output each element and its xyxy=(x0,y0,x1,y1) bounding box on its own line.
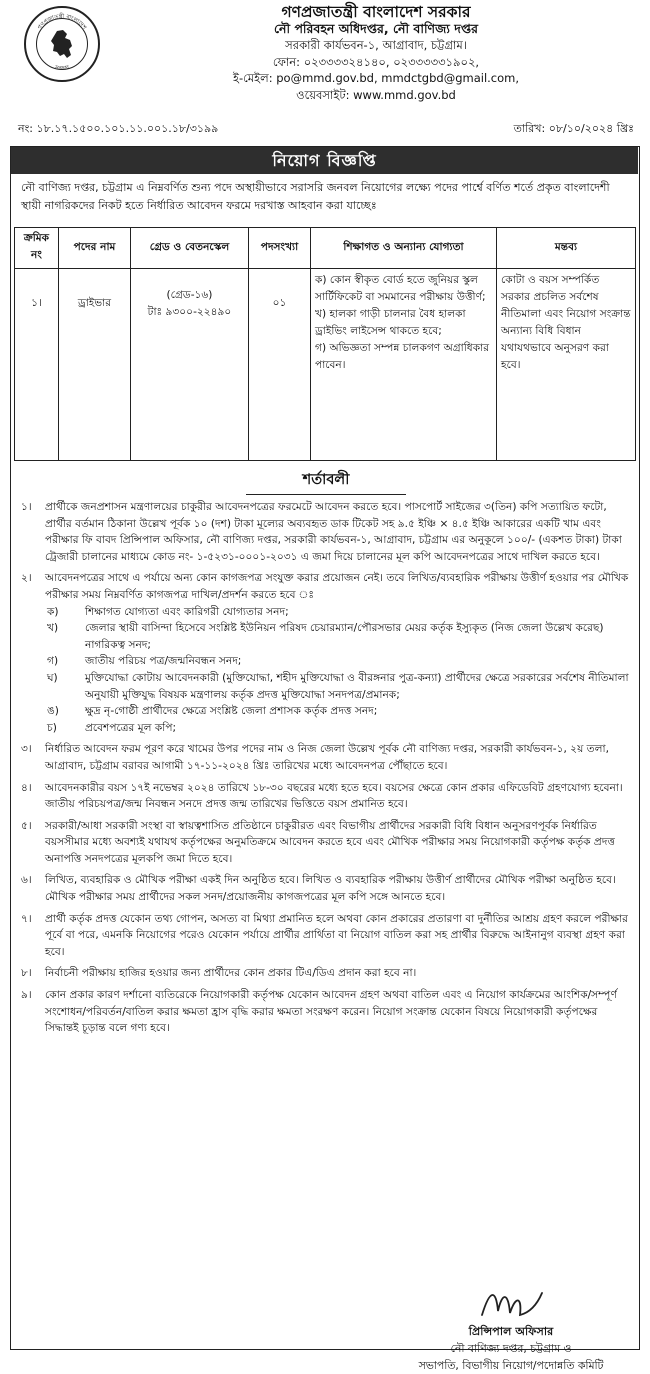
signatory-committee: সভাপতি, বিভাগীয় নিয়োগ/পদোন্নতি কমিটি xyxy=(418,1359,604,1372)
reference-row xyxy=(6,120,644,138)
document-marker: ঙ) xyxy=(47,705,59,718)
condition-number: ১। xyxy=(21,501,32,513)
phone-numbers: ফোন: ০২৩৩৩৩২৪১৪০, ০২৩৩৩৩৩১৯০২, xyxy=(272,54,480,69)
cell-remarks: কোটা ও বয়স সম্পর্কিত সরকার প্রচলিত সর্বশেষ নীতিমালা এবং নিয়োগ সংক্রান্ত অন্যান্য বিধি বিধান যথাযথভাবে অনুসরণ করা হবে। xyxy=(497,269,636,461)
condition-number: ৩। xyxy=(21,743,32,756)
table-header-row xyxy=(15,228,636,269)
qualification-b: খ) হালকা গাড়ী চালনার বৈধ হালকা ড্রাইভিং লাইসেন্স থাকতে হবে; xyxy=(315,308,466,337)
reference-number: নং: ১৮.১৭.১৫০০.১০১.১১.০০১.১৮/৩১৯৯ xyxy=(18,122,219,135)
condition-text: নির্বাচনী পরীক্ষায় হাজির হওয়ার জন্য প্রার্থীদের কোন প্রকার টিএ/ডিএ প্রদান করা হবে না। xyxy=(45,967,417,980)
condition-text: আবেদনকারীর বয়স ১৭ই নভেম্বর ২০২৪ তারিখে ১৮-৩০ বছরের মধ্যে হতে হবে। বয়সের ক্ষেত্রে কোন প্রকার এফিডেবিট গ্রহণযোগ্য হবেনা। জাতীয় পরিচয়পত্র/জন্ম নিবন্ধন সনদে প্রদত্ত জন্ম তারিখের ভিত্তিতে বয়স প্রমানিত হবে। xyxy=(45,781,623,811)
document-item xyxy=(45,653,633,670)
col-header-serial: ক্রমিক নং xyxy=(15,228,59,269)
signatory-role: প্রিন্সিপাল অফিসার xyxy=(468,1325,554,1338)
condition-number: ৫। xyxy=(21,819,32,832)
condition-text: আবেদনপত্রের সাথে এ পর্যায়ে অন্য কোন কাগজপত্র সংযুক্ত করার প্রয়োজন নেই। তবে লিখিত/ব্যবহারিক পরীক্ষায় উত্তীর্ণ হওয়ার পর মৌখিক পরীক্ষার সময় নিম্নবর্ণিত কাগজপত্র দাখিল/প্রদর্শন করতে হবে ঃ xyxy=(45,572,629,601)
document-marker: গ) xyxy=(47,655,59,668)
letterhead-text xyxy=(156,4,596,103)
condition-number: ৭। xyxy=(21,912,32,925)
government-seal xyxy=(24,6,100,82)
recruitment-notice xyxy=(10,146,640,1372)
condition-item xyxy=(15,911,633,961)
pay-scale: টাঃ ৯৩০০-২২৪৯০ xyxy=(147,306,232,318)
department-name: নৌ পরিবহন অধিদপ্তর, নৌ বাণিজ্য দপ্তর xyxy=(273,20,478,36)
bangladesh-map-icon xyxy=(45,27,79,61)
condition-item xyxy=(15,741,633,774)
document-text: মুক্তিযোদ্ধা কোটায় আবেদনকারী (মুক্তিযোদ্ধা, শহীদ মুক্তিযোদ্ধা ও বীরঙ্গনার পুত্র-কন্যা) প্রার্থীদের ক্ষেত্রে সরকারের সর্বশেষ নীতিমালা অনুযায়ী মুক্তিযুদ্ধ বিষয়ক মন্ত্রণালয় কর্তৃক প্রদত্ত মুক্তিযোদ্ধা সনদপত্র/প্রমানক; xyxy=(85,671,629,701)
vacancy-table xyxy=(14,227,636,461)
document-text: প্রবেশপত্রের মূল কপি; xyxy=(85,721,177,734)
signatory-office: নৌ বাণিজ্য দপ্তর, চট্টগ্রাম ও xyxy=(450,1342,572,1355)
qualification-c: গ) অভিজ্ঞতা সম্পন্ন চালকগণ অগ্রাধিকার পাবেন। xyxy=(315,342,490,371)
document-item xyxy=(45,670,633,703)
condition-item xyxy=(15,987,633,1037)
condition-item xyxy=(15,780,633,813)
cell-count: ০১ xyxy=(249,269,311,461)
condition-text: প্রার্থীকে জনপ্রশাসন মন্ত্রণালয়ের চাকুরীর আবেদনপত্রের ফরমেটে আবেদন করতে হবে। পাসপোর্ট সাইজের ৩(তিন) কপি সত্যায়িত ফটো, প্রার্থীর বর্তমান ঠিকানা উল্লেখ পূর্বক ১০ (দশ) টাকা মূল্যের অব্যবহৃত ডাক টিকেট সহ ৯.৫ ইঞ্চি × ৪.৫ ইঞ্চি আকারের একটি খাম এবং পরীক্ষার ফি বাবদ প্রিন্সিপাল অফিসার, নৌ বাণিজ্য দপ্তর, সরকারী কার্যভবন-১, আগ্রাবাদ, চট্টগ্রাম এর অনুকূলে ১০০/- (একশত টাকা) টাকা ট্রেজারী চালানের মাধ্যমে কোড নং- ১-৫২৩১-০০০১-২০৩১ এ জমা দিয়ে চালানের মূল কপি আবেদনপত্রের সাথে দাখিল করতে হবে। xyxy=(45,501,622,563)
conditions-list xyxy=(15,499,633,1042)
notice-title: নিয়োগ বিজ্ঞপ্তি xyxy=(11,147,638,174)
seal-text-bottom: সরকার xyxy=(53,64,71,73)
condition-number: ৬। xyxy=(21,874,32,887)
document-text: জাতীয় পরিচয় পত্র/জন্মনিবন্ধন সনদ; xyxy=(85,655,242,668)
letterhead xyxy=(6,4,644,116)
condition-item xyxy=(15,499,633,565)
notice-date: তারিখ: ০৮/১০/২০২৪ খ্রিঃ xyxy=(513,122,634,135)
condition-text: সরকারী/আধা সরকারী সংস্থা বা স্বায়ত্বশাসিত প্রতিষ্ঠানে চাকুরীরত এবং বিভাগীয় প্রার্থীদের সরকারী বিধি বিধান অনুসরণপূর্বক নির্ধারিত বয়সসীমার মধ্যে অবশ্যই যথাযথ কর্তৃপক্ষের অনুমতিক্রমে আবেদন করতে হবে এবং মৌখিক পরীক্ষার সময় নিয়োগকারী কর্তৃপক্ষ কর্তৃক প্রদত্ত অনাপত্তি সনদপত্রের মূলকপি জমা দিতে হবে। xyxy=(45,819,615,865)
email-addresses: ই-মেইল: po@mmd.gov.bd, mmdctgbd@gmail.com, xyxy=(232,71,520,85)
document-marker: ঘ) xyxy=(47,671,58,684)
qualification-a: ক) কোন স্বীকৃত বোর্ড হতে জুনিয়র স্কুল সার্টিফিকেট বা সমমানের পরীক্ষায় উত্তীর্ণ; xyxy=(315,274,486,303)
handwritten-signature xyxy=(476,1285,546,1321)
condition-number: ২। xyxy=(21,572,32,585)
col-header-grade: গ্রেড ও বেতনস্কেল xyxy=(131,228,249,269)
document-item xyxy=(45,720,633,737)
condition-item xyxy=(15,872,633,905)
document-item xyxy=(45,703,633,720)
conditions-title: শর্তাবলী xyxy=(246,469,406,495)
document-marker: চ) xyxy=(47,721,57,734)
notice-intro: নৌ বাণিজ্য দপ্তর, চট্টগ্রাম এ নিম্নবর্ণিত শুন্য পদে অস্থায়ীভাবে সরাসরি জনবল নিয়োগের লক্ষ্যে পদের পার্শ্বে বর্ণিত শর্তে প্রকৃত বাংলাদেশী স্থায়ী নাগরিকদের নিকট হতে নির্ধারিত আবেদন ফরমে দরখাস্ত আহবান করা যাচ্ছেঃ xyxy=(21,181,610,212)
condition-item xyxy=(15,570,633,736)
office-address: সরকারী কার্যভবন-১, আগ্রাবাদ, চট্টগ্রাম। xyxy=(285,38,467,52)
col-header-remarks: মন্তব্য xyxy=(497,228,636,269)
condition-number: ৯। xyxy=(21,989,32,1002)
seal-emblem xyxy=(36,18,88,70)
document-marker: খ) xyxy=(47,622,59,635)
condition-number: ৮। xyxy=(21,967,32,980)
cell-post: ড্রাইভার xyxy=(59,269,131,461)
table-row xyxy=(15,269,636,461)
grade-label: (গ্রেড-১৬) xyxy=(166,289,213,301)
document-item xyxy=(45,620,633,653)
cell-serial: ১। xyxy=(15,269,59,461)
cell-grade xyxy=(131,269,249,461)
condition-text: কোন প্রকার কারণ দর্শানো ব্যতিরেকে নিয়োগকারী কর্তৃপক্ষ যেকোন আবেদন গ্রহণ অথবা বাতিল এবং এ নিয়োগ কার্যক্রমের আংশিক/সম্পূর্ণ সংশোধন/পরিবর্তন/বাতিল করার ক্ষমতা হ্রাস বৃদ্ধি করার ক্ষমতা সংরক্ষণ করেন। নিয়োগ সংক্রান্ত যেকোন বিষয়ে নিয়োগকারী কর্তৃপক্ষের সিদ্ধান্তই চূড়ান্ত বলে গণ্য হবে। xyxy=(45,989,617,1035)
government-name: গণপ্রজাতন্ত্রী বাংলাদেশ সরকার xyxy=(281,3,471,21)
condition-text: নির্ধারিত আবেদন ফরম পূরণ করে খামের উপর পদের নাম ও নিজ জেলা উল্লেখ পূর্বক নৌ বাণিজ্য দপ্তর, সরকারী কার্যভবন-১, ২য় তলা, আগ্রাবাদ, চট্টগ্রাম বরাবর আগামী ১৭-১১-২০২৪ খ্রিঃ তারিখের মধ্যে আবেদনপত্র পৌঁছাতে হবে। xyxy=(45,743,609,772)
notice-page xyxy=(6,3,644,1372)
condition-number: ৪। xyxy=(21,781,32,794)
document-text: ক্ষুদ্র নৃ-গোষ্ঠী প্রার্থীদের ক্ষেত্রে সংশ্লিষ্ট জেলা প্রশাসক কর্তৃক প্রদত্ত সনদ; xyxy=(85,705,378,718)
website: ওয়েবসাইট: www.mmd.gov.bd xyxy=(296,87,456,102)
col-header-post: পদের নাম xyxy=(59,228,131,269)
document-item xyxy=(45,604,633,621)
condition-text: প্রার্থী কর্তৃক প্রদত্ত যেকোন তথ্য গোপন, অসত্য বা মিথ্যা প্রমানিত হলে অথবা কোন প্রকারের প্রতারণা বা দুর্নীতির আশ্রয় গ্রহণ করলে পরীক্ষার পূর্বে বা পরে, এমনকি নিয়োগের পরেও যেকোন পর্যায়ে প্রার্থীর প্রার্থিতা বা নিয়োগ বাতিল করা সহ প্রার্থীর বিরুদ্ধে আইনানুগ ব্যবস্থা গ্রহণ করা হবে। xyxy=(45,912,629,958)
cell-qualification xyxy=(311,269,497,461)
document-text: শিক্ষাগত যোগ্যতা এবং কারিগরী যোগ্যতার সনদ; xyxy=(85,605,289,618)
col-header-qualification: শিক্ষাগত ও অন্যান্য যোগ্যতা xyxy=(311,228,497,269)
col-header-count: পদসংখ্যা xyxy=(249,228,311,269)
document-text: জেলার স্থায়ী বাসিন্দা হিসেবে সংশ্লিষ্ট ইউনিয়ন পরিষদ চেয়ারম্যান/পৌরসভার মেয়র কর্তৃক ইস্যুকৃত (নিজ জেলা উল্লেখ করেছ) নাগরিকত্ব সনদ; xyxy=(85,622,604,651)
condition-text: লিখিত, ব্যবহারিক ও মৌখিক পরীক্ষা একই দিন অনুষ্ঠিত হবে। লিখিত ও ব্যবহারিক পরীক্ষায় উত্তীর্ণ প্রার্থীদের মৌখিক পরীক্ষা অনুষ্ঠিত হবে। মৌখিক পরীক্ষার সময় প্রার্থীদের সকল সনদ/প্রয়োজনীয় কাগজপত্রের মূল কপি সঙ্গে আনতে হবে। xyxy=(45,874,616,904)
signature-block xyxy=(391,1285,631,1374)
condition-item xyxy=(15,965,633,982)
document-marker: ক) xyxy=(47,605,59,618)
seal-text-top: গণপ্রজাতন্ত্রী বাংলাদেশ xyxy=(37,13,87,31)
condition-item xyxy=(15,818,633,868)
